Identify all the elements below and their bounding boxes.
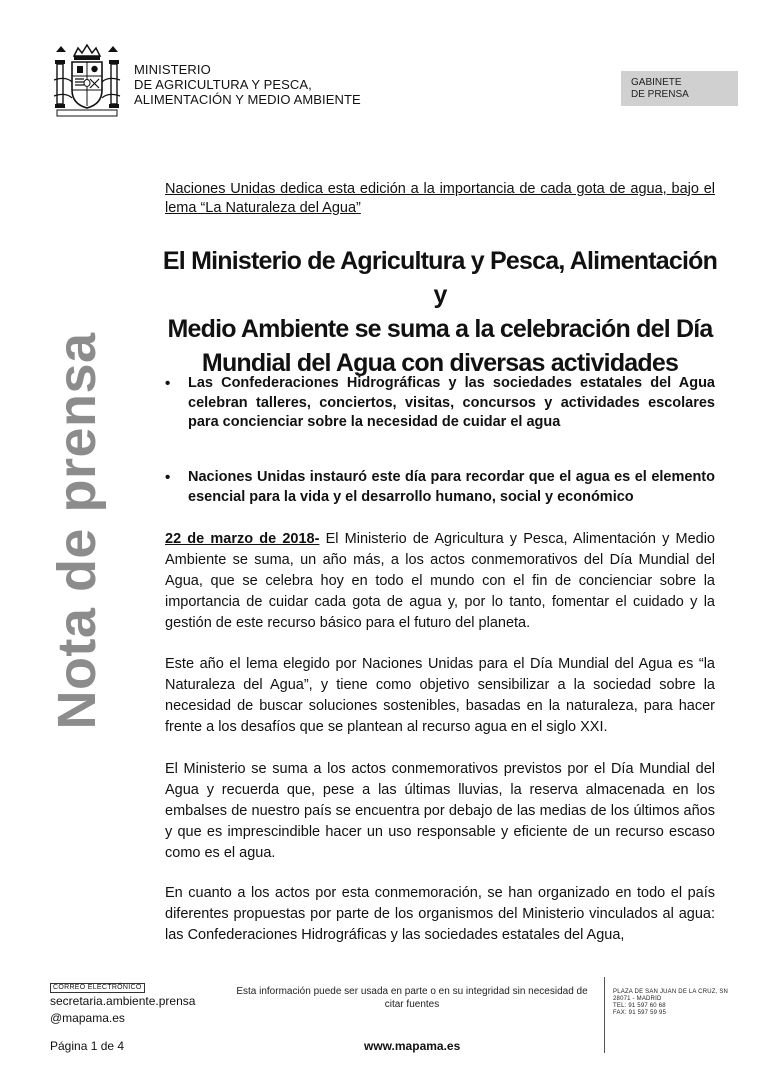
coat-of-arms-icon xyxy=(52,42,122,120)
side-label-container xyxy=(47,332,107,730)
address-line: PLAZA DE SAN JUAN DE LA CRUZ, SN xyxy=(613,989,729,995)
press-office-line: DE PRENSA xyxy=(631,89,689,100)
headline-line: Mundial del Agua con diversas actividades xyxy=(201,349,679,377)
dateline: 22 de marzo de 2018- xyxy=(165,531,320,547)
ministry-line: MINISTERIO xyxy=(134,62,211,77)
bullet-icon: • xyxy=(165,375,171,392)
side-label: Nota de prensa xyxy=(47,332,107,730)
bullet-icon: • xyxy=(165,469,171,486)
ministry-line: ALIMENTACIÓN Y MEDIO AMBIENTE xyxy=(134,92,361,107)
address-line: TEL: 91 597 60 68 xyxy=(613,1003,666,1009)
address-line: 28071 - MADRID xyxy=(613,996,662,1002)
usage-disclaimer: Esta información puede ser usada en parte o en su integridad sin necesidad de citar fuentes xyxy=(236,986,588,1010)
paragraph-text: El Ministerio de Agricultura y Pesca, Alimentación y Medio Ambiente se suma, un año más, a los actos conmemorativos del Día Mundial del Agua, que se celebra hoy en todo el mundo con el fin de concienciar sobre la importancia de cuidar cada gota de agua y, por lo tanto, fomentar el cuidado y la gestión de este recurso básico para el futuro del planeta. xyxy=(165,531,715,631)
body-paragraph: El Ministerio se suma a los actos conmemorativos previstos por el Día Mundial del Agua y recuerda que, pese a las últimas lluvias, la reserva almacenada en los embalses de nuestro país se encuentra por debajo de las medias de los últimos años y que es imprescindible hacer un uso responsable y eficiente de un recurso escaso como es el agua. xyxy=(165,761,715,861)
page-number: Página 1 de 4 xyxy=(50,1039,125,1053)
body-paragraph: Este año el lema elegido por Naciones Unidas para el Día Mundial del Agua es “la Naturaleza del Agua”, y tiene como objetivo sensibilizar a la sociedad sobre la necesidad de buscar soluciones sostenibles, basadas en la naturaleza, para hacer frente a los desafíos que se plantean al recurso agua en el siglo XXI. xyxy=(165,656,715,735)
body-paragraph xyxy=(165,529,715,634)
headline-line: Medio Ambiente se suma a la celebración del Día xyxy=(167,315,713,343)
contact-address xyxy=(613,989,728,1017)
email-address[interactable]: secretaria.ambiente.prensa xyxy=(50,994,196,1008)
bullet-text: Las Confederaciones Hidrográficas y las sociedades estatales del Agua celebran talleres, conciertos, visitas, concursos y actividades escolares para concienciar sobre la necesidad de cuidar el agua xyxy=(188,375,715,430)
bullet-point xyxy=(165,468,715,507)
subtitle: Naciones Unidas dedica esta edición a la importancia de cada gota de agua, bajo el lema “La Naturaleza del Agua” xyxy=(165,181,715,216)
ministry-name xyxy=(134,62,361,107)
address-line: FAX: 91 597 59 95 xyxy=(613,1010,667,1016)
headline-line: El Ministerio de Agricultura y Pesca, Alimentación y xyxy=(162,247,718,309)
email-label: CORREO ELECTRÓNICO xyxy=(50,983,145,993)
ministry-line: DE AGRICULTURA Y PESCA, xyxy=(134,77,312,92)
email-domain[interactable]: @mapama.es xyxy=(50,1011,125,1025)
press-office-line: GABINETE xyxy=(631,77,682,88)
bullet-text: Naciones Unidas instauró este día para recordar que el agua es el elemento esencial para la vida y el desarrollo humano, social y económico xyxy=(188,469,715,505)
press-office-badge xyxy=(621,71,738,106)
body-paragraph: En cuanto a los actos por esta conmemoración, se han organizado en todo el país diferentes propuestas por parte de los organismos del Ministerio vinculados al agua: las Confederaciones Hidrográficas y las sociedades estatales del Agua, xyxy=(165,885,715,943)
headline xyxy=(160,244,720,380)
footer-divider xyxy=(604,977,605,1053)
website-link[interactable]: www.mapama.es xyxy=(364,1039,461,1053)
bullet-point xyxy=(165,374,715,433)
